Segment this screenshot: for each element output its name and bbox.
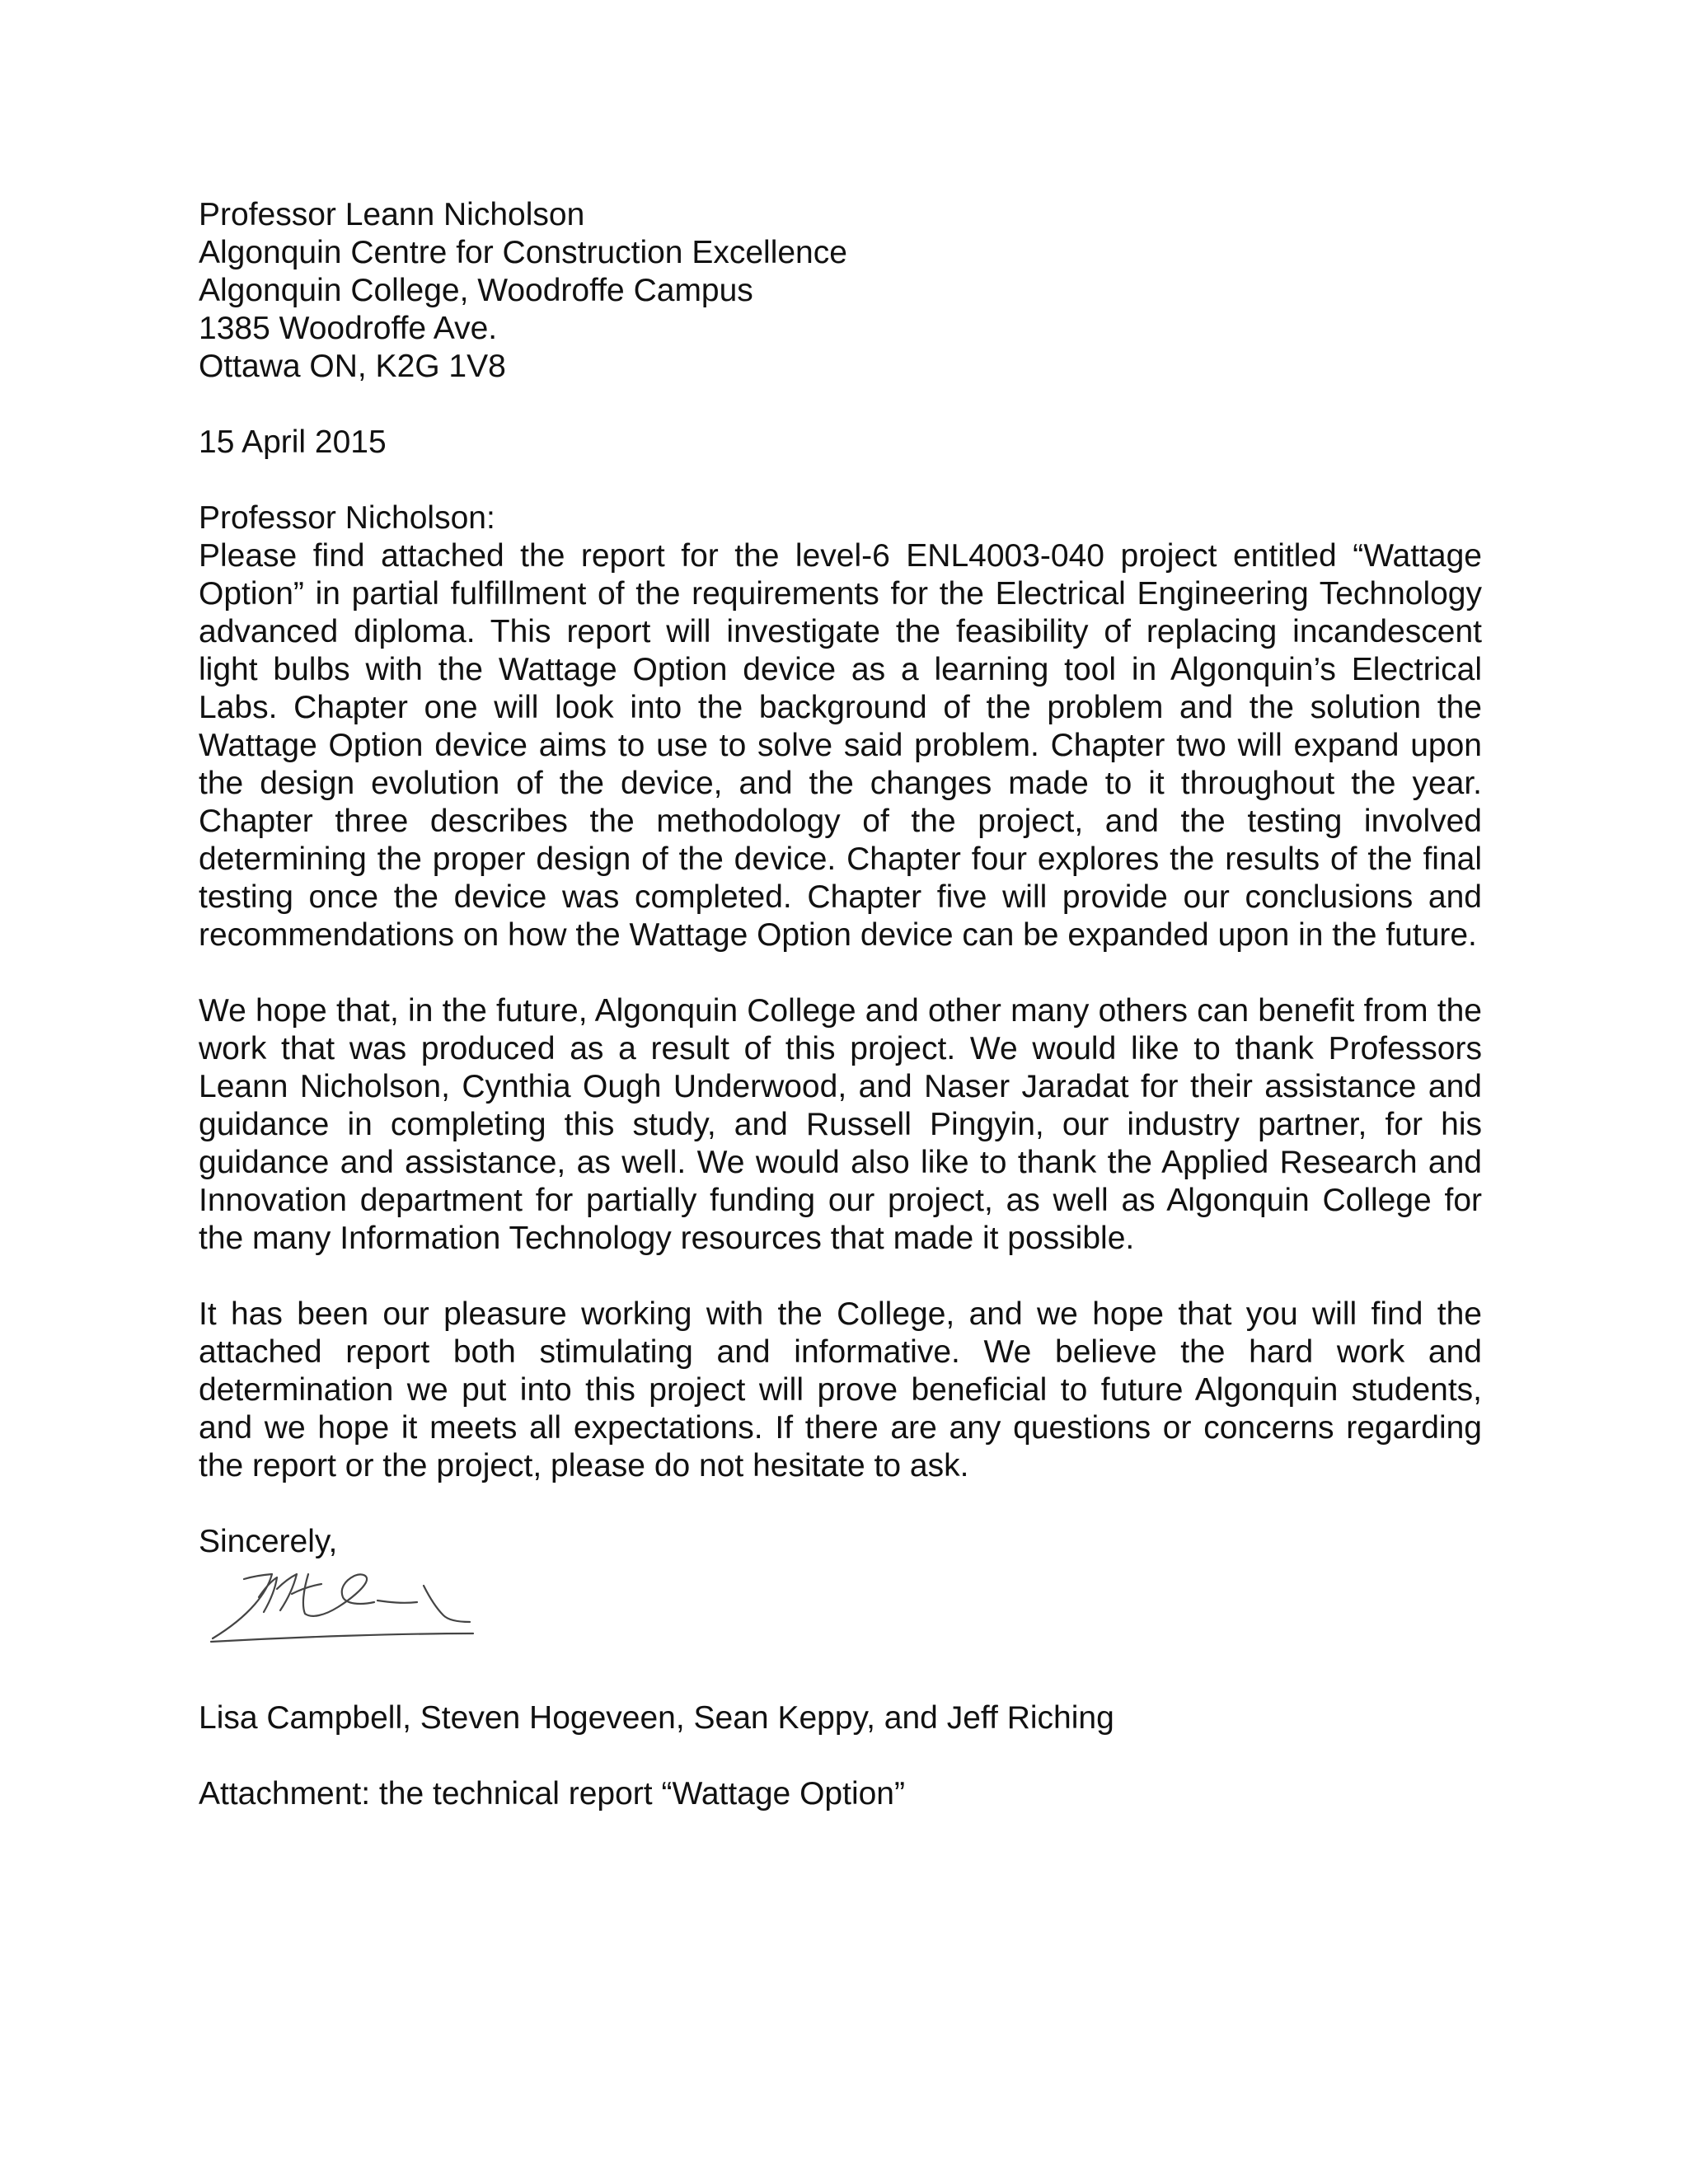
letter-date: 15 April 2015: [199, 424, 387, 460]
salutation: Professor Nicholson:: [199, 500, 495, 536]
body-paragraph-3: It has been our pleasure working with the College, and we hope that you will find the attached report both stimulating and informative. We believe the hard work and determination we put into this project will prove beneficial to future Algonquin students, and we hope it meets all expectations. If there are any questions or concerns regarding the report or the project, please do not hesitate to ask.: [199, 1296, 1482, 1483]
recipient-city: Ottawa ON, K2G 1V8: [199, 349, 506, 384]
body-paragraph-1: Please find attached the report for the level-6 ENL4003-040 project entitled “Wattage Option” in partial fulfillment of the requirements for the Electrical Engineering Technology advanced diploma. This report will investigate the feasibility of replacing incandescent light bulbs with the Wattage Option device as a learning tool in Algonquin’s Electrical Labs. Chapter one will look into the background of the problem and the solution the Wattage Option device aims to use to solve said problem. Chapter two will expand upon the design evolution of the device, and the changes made to it throughout the year. Chapter three describes the methodology of the project, and the testing involved determining the proper design of the device. Chapter four explores the results of the final testing once the device was completed. Chapter five will provide our conclusions and recommendations on how the Wattage Option device can be expanded upon in the future.: [199, 538, 1482, 953]
cover-letter: [199, 196, 1482, 1813]
recipient-institution: Algonquin College, Woodroffe Campus: [199, 273, 753, 308]
recipient-address: [199, 196, 1482, 386]
body-paragraph-2: We hope that, in the future, Algonquin College and other many others can benefit from the work that was produced as a result of this project. We would like to thank Professors Leann Nicholson, Cynthia Ough Underwood, and Naser Jaradat for their assistance and guidance in completing this study, and Russell Pingyin, our industry partner, for his guidance and assistance, as well. We would also like to thank the Applied Research and Innovation department for partially funding our project, as well as Algonquin College for the many Information Technology resources that made it possible.: [199, 993, 1482, 1256]
recipient-street: 1385 Woodroffe Ave.: [199, 311, 498, 346]
signers: Lisa Campbell, Steven Hogeveen, Sean Keppy, and Jeff Riching: [199, 1700, 1114, 1736]
closing: Sincerely,: [199, 1524, 338, 1559]
recipient-name: Professor Leann Nicholson: [199, 197, 585, 232]
attachment-line: Attachment: the technical report “Wattage Option”: [199, 1776, 905, 1811]
handwritten-signature-icon: [201, 1564, 498, 1647]
recipient-department: Algonquin Centre for Construction Excellence: [199, 235, 847, 270]
